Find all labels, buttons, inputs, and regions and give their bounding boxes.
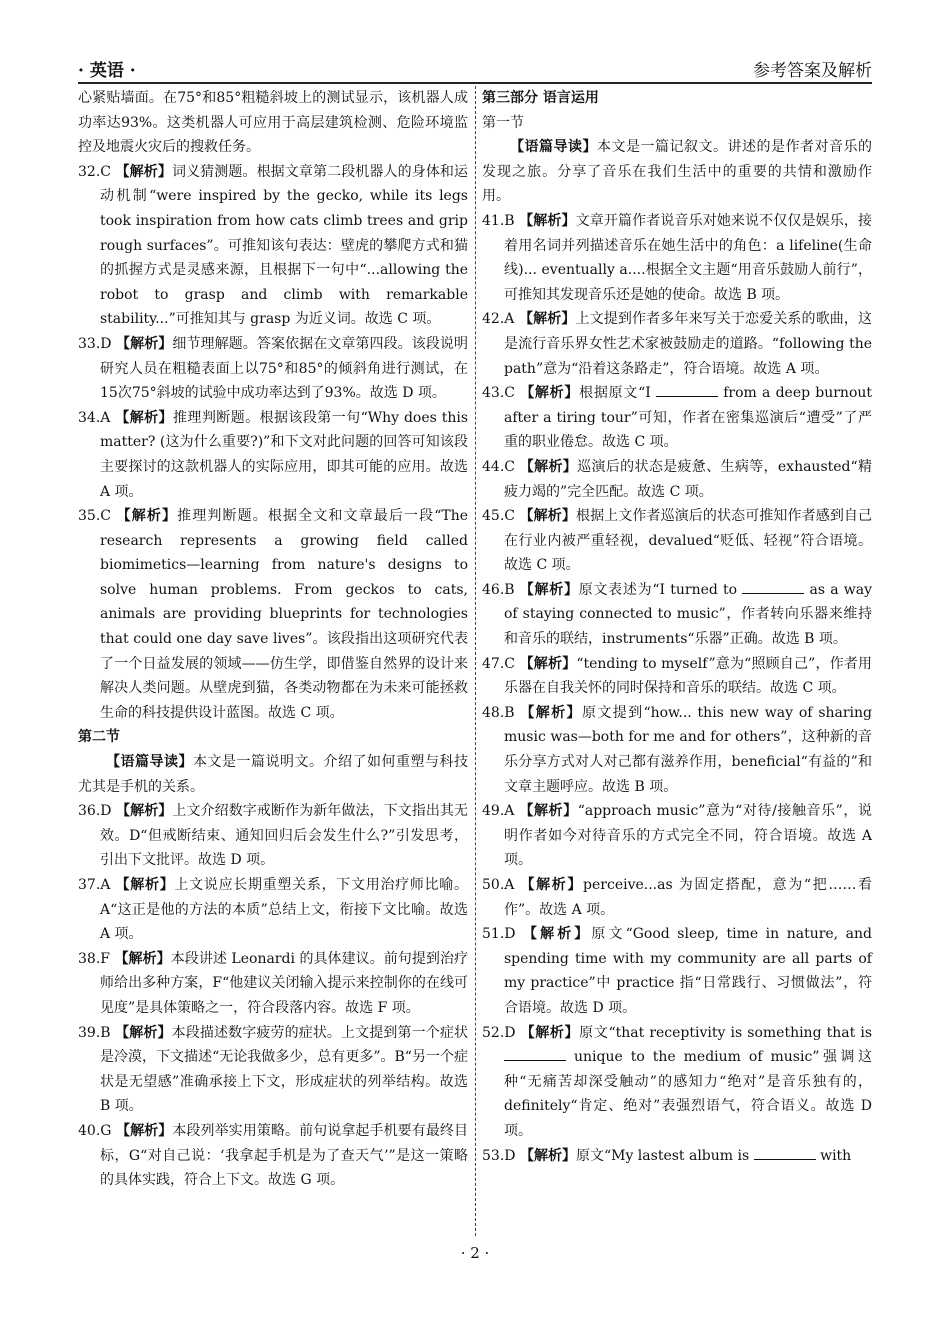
blank-line — [504, 1048, 566, 1061]
answer-number: 43.C — [482, 385, 515, 402]
explanation-text: “tending to myself”意为“照顾自己”，作者用乐器在自我关怀的同时保持和音乐的联结。故选 C 项。 — [504, 655, 873, 697]
explanation-tag: 【解析】 — [519, 212, 576, 229]
answer-item — [482, 922, 872, 1020]
answer-item — [482, 578, 872, 652]
answer-item — [78, 1119, 468, 1193]
answer-number: 42.A — [482, 311, 515, 328]
explanation-text-after-blank: as a way of staying connected to music”，作者转向乐器来维持和音乐的联结，instruments“乐器”正确。故选 B 项。 — [504, 581, 872, 648]
explanation-tag: 【解析】 — [523, 926, 592, 943]
answer-number: 35.C — [78, 508, 111, 525]
blank-line — [742, 581, 804, 594]
answer-item — [482, 504, 872, 578]
answer-item — [482, 455, 872, 504]
answer-number: 38.F — [78, 950, 110, 967]
answer-number: 49.A — [482, 803, 515, 820]
explanation-tag: 【解析】 — [114, 950, 171, 967]
paragraph: 第一节 — [482, 114, 524, 131]
explanation-text-before-blank: 原文“My lastest album is — [575, 1147, 750, 1164]
left-column — [78, 86, 468, 1193]
answer-number: 44.C — [482, 458, 515, 475]
answer-item — [482, 652, 872, 701]
page-number: · 2 · — [460, 1244, 490, 1262]
answer-item — [482, 1021, 872, 1144]
explanation-text: 上文提到作者多年来写关于恋爱关系的歌曲，这是流行音乐界女性艺术家被鼓励走的道路。“following the path”意为“沿着这条路走”，符合语境。故选 A 项。 — [504, 311, 873, 377]
explanation-text: 文章开篇作者说音乐对她来说不仅仅是娱乐，接着用名词并列描述音乐在她生活中的角色：a lifeline(生命线)... eventually a....根据全文主题“用音乐鼓励人前行”，可推知其发现音乐还是她的使命。故选 B 项。 — [504, 212, 873, 303]
answer-number: 39.B — [78, 1024, 111, 1041]
explanation-text-before-blank: 根据原文“I — [579, 385, 651, 402]
right-column — [482, 86, 872, 1168]
passage-guide — [482, 135, 872, 209]
explanation-tag: 【解析】 — [519, 655, 577, 672]
answer-item — [482, 209, 872, 307]
explanation-tag: 【解析】 — [116, 508, 178, 525]
blank-line — [656, 384, 718, 397]
explanation-tag: 【解析】 — [519, 581, 579, 598]
explanation-text: 原文“Good sleep, time in nature, and spending time with my community are all parts of my practice”中 practice 指“日常践行、习惯做法”，符合语境。故选 D 项。 — [504, 926, 872, 1016]
explanation-text: 本段讲述 Leonardi 的具体建议。前句提到治疗师给出多种方案，F“他建议关闭输入提示来控制你的在线可见度”是具体策略之一，符合段落内容。故选 F 项。 — [100, 950, 469, 1016]
explanation-text: “approach music”意为“对待/接触音乐”，说明作者如今对待音乐的方式完全不同，符合语境。故选 A 项。 — [504, 803, 872, 869]
answer-item — [78, 947, 468, 1021]
explanation-tag: 【解析】 — [518, 311, 576, 328]
answer-item — [482, 701, 872, 799]
explanation-tag: 【解析】 — [116, 335, 173, 352]
explanation-text-after-blank: from a deep burnout after a tiring tour”可知，作者在密集巡演后“遭受”了严重的职业倦怠。故选 C 项。 — [504, 385, 873, 451]
answer-item — [78, 504, 468, 725]
passage-guide — [78, 750, 468, 799]
answer-number: 33.D — [78, 335, 112, 352]
answer-item — [78, 332, 468, 406]
answer-number: 51.D — [482, 926, 516, 943]
section-title: 第二节 — [78, 729, 120, 746]
explanation-text-after-blank: unique to the medium of music”强调这种“无痛苦却深受触动”的感知力“绝对”是音乐独有的，definitely“肯定、绝对”表强烈语气，符合语义。故选 D 项。 — [504, 1049, 872, 1139]
explanation-tag: 【解析】 — [519, 1147, 576, 1164]
answer-number: 41.B — [482, 212, 515, 229]
section-title: 第三部分 语言运用 — [482, 90, 599, 106]
answer-item — [78, 799, 468, 873]
explanation-text: 根据上文作者巡演后的状态可推知作者感到自己在行业内被严重轻视，devalued“贬低、轻视”符合语境。故选 C 项。 — [504, 508, 873, 574]
explanation-tag: 【解析】 — [116, 1122, 173, 1139]
explanation-text: 原文提到“how... this new way of sharing music was—both for me and for others”，这种新的音乐分享方式对人对己都有滋养作用，beneficial“有益的”和文章主题呼应。故选 B 项。 — [504, 704, 873, 795]
answer-number: 46.B — [482, 581, 515, 598]
guide-text: 本文是一篇记叙文。讲述的是作者对音乐的发现之旅。分享了音乐在我们生活中的重要的共情和激励作用。 — [482, 139, 872, 205]
answer-item — [78, 406, 468, 504]
explanation-tag: 【解析】 — [115, 1024, 172, 1041]
explanation-text: 巡演后的状态是疲惫、生病等，exhausted“精疲力竭的”完全匹配。故选 C 项。 — [504, 458, 873, 500]
answer-number: 52.D — [482, 1024, 516, 1041]
explanation-tag: 【解析】 — [519, 803, 578, 820]
explanation-text: 推理判断题。根据该段第一句“Why does this matter? (这为什么重要?)”和下文对此问题的回答可知该段主要探讨的这款机器人的实际应用，即其可能的应用。故选 A 项。 — [100, 409, 469, 500]
explanation-text: perceive...as 为固定搭配，意为“把……看作”。故选 A 项。 — [504, 877, 872, 918]
answer-number: 50.A — [482, 877, 515, 893]
answer-number: 48.B — [482, 704, 515, 721]
explanation-text: 上文介绍数字戒断作为新年做法，下文指出其无效。D“但戒断结束、通知回归后会发生什么?”引发思考，引出下文批评。故选 D 项。 — [100, 803, 469, 869]
explanation-tag: 【解析】 — [115, 877, 175, 893]
explanation-tag: 【解析】 — [115, 409, 173, 426]
section-label: 参考答案及解析 — [753, 61, 872, 81]
answer-item — [482, 381, 872, 455]
guide-tag: 【语篇导读】 — [106, 754, 193, 771]
answer-number: 45.C — [482, 508, 515, 525]
explanation-text: 本段描述数字疲劳的症状。上文提到第一个症状是冷漠，下文描述“无论我做多少，总有更多”。B“另一个症状是无望感”准确承接上下文，形成症状的列举结构。故选 B 项。 — [100, 1024, 469, 1115]
blank-line — [754, 1147, 816, 1160]
subject-label: · 英语 · — [78, 61, 136, 81]
explanation-tag: 【解析】 — [520, 704, 582, 721]
explanation-tag: 【解析】 — [116, 803, 173, 820]
explanation-text: 细节理解题。答案依据在文章第四段。该段说明研究人员在粗糙表面上以75°和85°的倾斜角进行测试，在15次75°斜坡的试验中成功率达到了93%。故选 D 项。 — [100, 335, 469, 402]
explanation-tag: 【解析】 — [519, 508, 576, 525]
paragraph: 心紧贴墙面。在75°和85°粗糙斜坡上的测试显示，该机器人成功率达93%。这类机器人可应用于高层建筑检测、危险环境监控及地震火灾后的搜救任务。 — [78, 90, 468, 156]
guide-tag: 【语篇导读】 — [510, 139, 597, 156]
answer-item — [482, 1144, 872, 1169]
guide-text: 本文是一篇说明文。介绍了如何重塑与科技尤其是手机的关系。 — [78, 754, 468, 795]
explanation-text: 本段列举实用策略。前句说拿起手机要有最终目标，G“对自己说：‘我拿起手机是为了查天气’”是这一策略的具体实践，符合上下文。故选 G 项。 — [100, 1122, 469, 1189]
explanation-tag: 【解析】 — [115, 163, 172, 180]
answer-number: 47.C — [482, 655, 515, 672]
explanation-tag: 【解析】 — [520, 1024, 580, 1041]
answer-item — [78, 1021, 468, 1119]
answer-number: 40.G — [78, 1122, 112, 1139]
explanation-text-before-blank: 原文表述为“I turned to — [578, 581, 738, 598]
answer-item — [482, 799, 872, 873]
answer-number: 37.A — [78, 877, 111, 893]
answer-number: 34.A — [78, 409, 111, 426]
answer-item — [482, 873, 872, 922]
answer-item — [482, 307, 872, 381]
explanation-tag: 【解析】 — [520, 877, 584, 893]
explanation-text-after-blank: with — [820, 1147, 852, 1164]
explanation-text: 词义猜测题。根据文章第二段机器人的身体和运动机制“were inspired by the gecko, while its legs took inspiration from how cats climb trees and grip rough surfaces”。可推知该句表达：壁虎的攀爬方式和猫的抓握方式是灵感来源，且根据下一句中“...allowing the robot to grasp and climb with remarkable stability...”可推知其与 grasp 为近义词。故选 C 项。 — [100, 163, 469, 328]
answer-item — [78, 160, 468, 332]
answer-item — [78, 873, 468, 947]
header-rule — [78, 82, 872, 84]
column-divider — [475, 86, 476, 1236]
page-header — [78, 56, 872, 82]
answer-number: 36.D — [78, 803, 112, 820]
explanation-tag: 【解析】 — [519, 458, 578, 475]
explanation-text: 上文说应长期重塑关系，下文用治疗师比喻。A“这正是他的方法的本质”总结上文，衔接下文比喻。故选 A 项。 — [100, 877, 469, 943]
explanation-text-before-blank: 原文“that receptivity is something that is — [579, 1024, 873, 1041]
answer-number: 53.D — [482, 1147, 516, 1164]
explanation-tag: 【解析】 — [520, 385, 580, 402]
explanation-text: 推理判断题。根据全文和文章最后一段“The research represents a growing field called biomimetics—learning from nature's designs to solve human problems. From geckos to cats, animals are providing blueprints for technologies that could one day save lives”。该段指出这项研究代表了一个日益发展的领域——仿生学，即借鉴自然界的设计来解决人类问题。从壁虎到猫，各类动物都在为未来可能拯救生命的科技提供设计蓝图。故选 C 项。 — [100, 508, 469, 721]
answer-number: 32.C — [78, 163, 111, 180]
